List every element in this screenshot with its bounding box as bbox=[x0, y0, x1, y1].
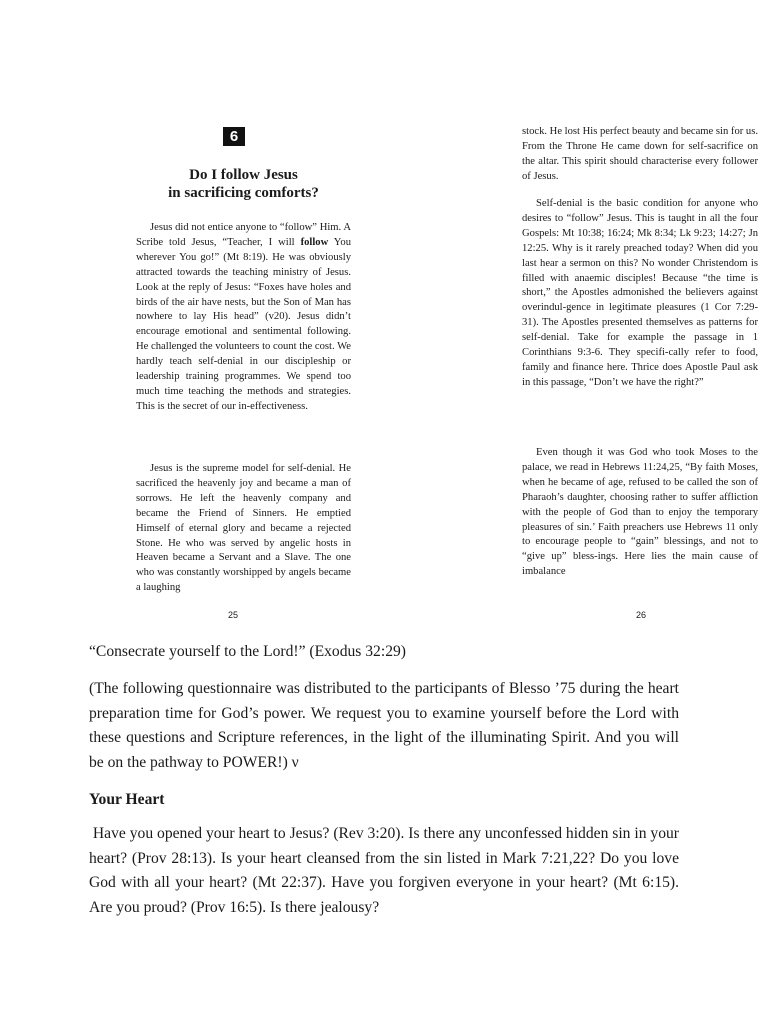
chapter-title bbox=[136, 166, 351, 202]
heart-questions bbox=[89, 822, 683, 920]
left-paragraph-1-bold: follow bbox=[300, 236, 329, 248]
left-paragraph-1-text-b: You wherever You go!” (Mt 8:19). He was obviously attracted towards the teaching ministry of Jesus. Look at the reply of Jesus: “Foxes have holes and birds of the air have nests, but the Son of Man has nowhere to lay His head” (v20). Jesus didn’t encourage emotional and sentimental following. He challenged the volunteers to count the cost. We hardly teach self-denial in our discipleship or leadership training programmes. We spend too much time teaching the methods and strategies. This is the secret of our in-effectiveness. bbox=[136, 236, 351, 412]
questionnaire-intro bbox=[89, 677, 679, 775]
right-page-number: 26 bbox=[636, 610, 647, 620]
right-paragraph-1: stock. He lost His perfect beauty and became sin for us. From the Throne He came down for self-sacrifice on the altar. This spirit should characterise every follower of Jesus. bbox=[522, 126, 758, 182]
chapter-number-badge: 6 bbox=[223, 127, 245, 146]
intro-text: (The following questionnaire was distributed to the participants of Blesso ’75 during the heart preparation time for God’s power. We request you to examine yourself before the Lord with these questions and Scripture references, in the light of the illuminating Spirit. And you will be on the pathway to POWER!) ν bbox=[89, 680, 679, 771]
section-heading bbox=[89, 788, 679, 813]
quote-text: “Consecrate yourself to the Lord!” (Exodus 32:29) bbox=[89, 643, 406, 660]
left-paragraph-1 bbox=[136, 221, 351, 415]
chapter-title-line2: in sacrificing comforts? bbox=[168, 185, 319, 201]
left-paragraph-2: Jesus is the supreme model for self-denial. He sacrificed the heavenly joy and became a man of sorrows. He left the heavenly company and became the Friend of Sinners. He emptied Himself of eternal glory and became a rejected Stone. He who was served by angelic hosts in Heaven became a Servant and a Slave. The one who was constantly worshipped by angels became a laughing bbox=[136, 463, 351, 594]
section-heading-text: Your Heart bbox=[89, 791, 165, 808]
right-paragraph-2: Self-denial is the basic condition for anyone who desires to “follow” Jesus. This is taught in all the four Gospels: Mt 10:38; 16:24; Mk 8:34; Lk 9:23; 14:27; Jn 12:25. Why is it rarely preached today? When did you last hear a sermon on this? No wonder Christendom is filled with anaemic disciples! Because “the time is short,” the Apostles admonished the believers against overindul-gence in legitimate pleasures (1 Cor 7:29-31). The Apostles presented themselves as patterns for self-denial. Take for example the passage in 1 Corinthians 9:3-6. They specifi-cally refer to food, family and finance here. Thrice does Apostle Paul ask in this passage, “Don’t we have the right?” bbox=[522, 198, 758, 388]
chapter-title-line1: Do I follow Jesus bbox=[189, 167, 298, 183]
left-page-number: 25 bbox=[228, 610, 239, 620]
right-paragraph-3: Even though it was God who took Moses to the palace, we read in Hebrews 11:24,25, “By faith Moses, when he became of age, refused to be called the son of Pharaoh’s daughter, choosing rather to suffer affliction with the people of God than to enjoy the temporary pleasures of sin.’ Faith preachers use Hebrews 11 only to encourage people to “gain” blessings, and not to “give up” bless-ings. Here lies the main cause of imbalance bbox=[522, 447, 758, 578]
left-paragraph-1-text-a: Jesus did not entice anyone to “follow” Him. A Scribe told Jesus, “Teacher, I will bbox=[136, 222, 351, 248]
heart-questions-text: Have you opened your heart to Jesus? (Rev 3:20). Is there any unconfessed hidden sin in your heart? (Prov 28:13). Is your heart cleansed from the sin listed in Mark 7:21,22? Do you love God with all your heart? (Mt 22:37). Have you forgiven everyone in your heart? (Mt 6:15). Are you proud? (Prov 16:5). Is there jealousy? bbox=[89, 825, 683, 916]
consecrate-quote bbox=[89, 640, 679, 665]
